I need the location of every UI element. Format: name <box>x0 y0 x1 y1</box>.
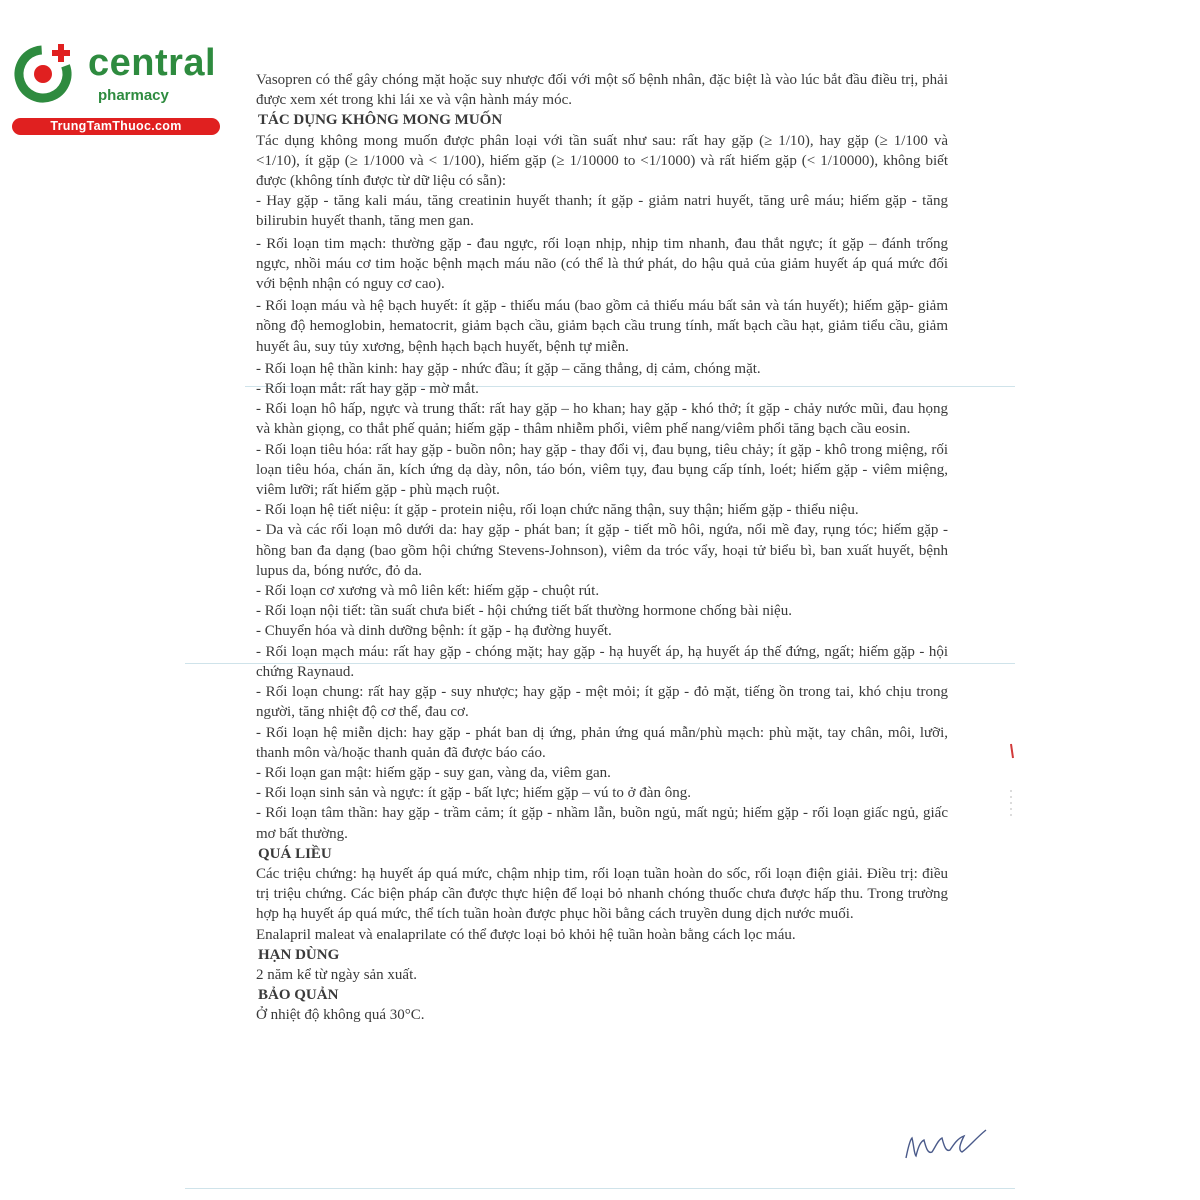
side-effect-item: - Rối loạn chung: rất hay gặp - suy nhược; hay gặp - mệt mỏi; ít gặp - đỏ mặt, tiếng ồn trong tai, khó chịu trong người, tăng nhiệt độ cơ thể, đau cơ. <box>256 684 948 721</box>
side-effect-item: - Rối loạn cơ xương và mô liên kết: hiếm gặp - chuột rút. <box>256 583 600 600</box>
side-effect-item: - Rối loạn hệ miễn dịch: hay gặp - phát ban dị ứng, phản ứng quá mẫn/phù mạch: phù mặt, tay chân, môi, lưỡi, thanh môn và/hoặc thanh quản đã được báo cáo. <box>256 724 948 761</box>
side-effects-intro: Tác dụng không mong muốn được phân loại với tần suất như sau: rất hay gặp (≥ 1/10), hay gặp (≥ 1/100 và <1/10), ít gặp (≥ 1/1000 và < 1/100), hiếm gặp (≥ 1/10000 to <1/1000) và rất hiếm gặp (< 1/10000), không biết được (không tính được từ dữ liệu có sẵn): <box>256 132 948 190</box>
storage-heading: BẢO QUẢN <box>258 987 339 1004</box>
signature-icon <box>902 1118 992 1168</box>
side-effect-item: - Rối loạn hệ tiết niệu: ít gặp - protein niệu, rối loạn chức năng thận, suy thận; hiếm gặp - thiểu niệu. <box>256 502 859 519</box>
brand-site-banner: TrungTamThuoc.com <box>12 118 220 135</box>
brand-name: central <box>88 42 217 84</box>
overdose-paragraph: Enalapril maleat và enalaprilate có thể được loại bỏ khỏi hệ tuần hoàn bằng cách lọc máu. <box>256 926 796 943</box>
side-effect-item: - Rối loạn mạch máu: rất hay gặp - chóng mặt; hay gặp - hạ huyết áp, hạ huyết áp thế đứng, ngất; hiếm gặp - hội chứng Raynaud. <box>256 643 948 680</box>
side-effect-item: - Rối loạn mắt: rất hay gặp - mờ mắt. <box>256 381 479 398</box>
overdose-heading: QUÁ LIỀU <box>258 845 332 862</box>
side-effect-item: - Rối loạn máu và hệ bạch huyết: ít gặp - thiếu máu (bao gồm cả thiếu máu bất sản và tán huyết); hiếm gặp- giảm nồng độ hemoglobin, hematocrit, giảm bạch cầu, giảm bạch cầu trung tính, mất bạch cầu hạt, giảm tiểu cầu, giảm huyết âu, suy tủy xương, bệnh hạch bạch huyết, bệnh tự miễn. <box>256 298 948 355</box>
scan-mark-icon <box>1006 742 1016 762</box>
side-effect-item: - Hay gặp - tăng kali máu, tăng creatinin huyết thanh; ít gặp - giảm natri huyết, tăng urê máu; hiếm gặp - tăng bilirubin huyết thanh, tăng men gan. <box>256 193 948 230</box>
side-effect-item: - Rối loạn gan mật: hiếm gặp - suy gan, vàng da, viêm gan. <box>256 764 611 781</box>
scan-rule <box>185 1188 1015 1189</box>
side-effect-item: - Rối loạn tim mạch: thường gặp - đau ngực, rối loạn nhịp, nhịp tim nhanh, đau thắt ngực; ít gặp – đánh trống ngực, nhồi máu cơ tim hoặc bệnh mạch máu não (có thể là thứ phát, do hậu quả của giảm huyết áp quá mức đối với bệnh nhận có nguy cơ cao). <box>256 235 948 293</box>
shelf-life-heading: HẠN DÙNG <box>258 946 340 963</box>
brand-sub: pharmacy <box>98 87 169 104</box>
pharmacy-cross-logo-icon <box>10 38 80 108</box>
side-effects-heading: TÁC DỤNG KHÔNG MONG MUỐN <box>258 112 503 129</box>
side-effect-item: - Chuyển hóa và dinh dưỡng bệnh: ít gặp - hạ đường huyết. <box>256 623 612 640</box>
side-effect-item: - Rối loạn tâm thần: hay gặp - trầm cảm; ít gặp - nhầm lẫn, buồn ngủ, mất ngủ; hiếm gặp - rối loạn giấc ngủ, giấc mơ bất thường. <box>256 805 948 842</box>
side-effect-item: - Rối loạn sinh sản và ngực: ít gặp - bất lực; hiếm gặp – vú to ở đàn ông. <box>256 785 691 802</box>
scan-mark-icon <box>1008 788 1014 818</box>
storage-text: Ở nhiệt độ không quá 30°C. <box>256 1007 425 1024</box>
side-effect-item: - Rối loạn hô hấp, ngực và trung thất: rất hay gặp – ho khan; hay gặp - khó thở; ít gặp - chảy nước mũi, đau họng và khàn giọng, co thắt phế quản; hiếm gặp - thâm nhiễm phổi, viêm phế nang/viêm phổi tăng bạch cầu eosin. <box>256 401 948 438</box>
side-effect-item: - Rối loạn tiêu hóa: rất hay gặp - buồn nôn; hay gặp - thay đổi vị, đau bụng, tiêu chảy; ít gặp - khô trong miệng, rối loạn tiêu hóa, chán ăn, kích ứng dạ dày, nôn, táo bón, viêm tụy, đau bụng cấp tính, loét; hiếm gặp - viêm miệng, viêm lưỡi; rất hiếm gặp - phù mạch ruột. <box>256 441 948 499</box>
brand-logo[interactable] <box>10 38 220 138</box>
side-effect-item: - Rối loạn hệ thần kinh: hay gặp - nhức đầu; ít gặp – căng thẳng, dị cảm, chóng mặt. <box>256 360 761 377</box>
shelf-life-text: 2 năm kể từ ngày sản xuất. <box>256 966 418 983</box>
side-effect-item: - Da và các rối loạn mô dưới da: hay gặp - phát ban; ít gặp - tiết mồ hôi, ngứa, nổi mề đay, rụng tóc; hiếm gặp - hồng ban đa dạng (bao gồm hội chứng Stevens-Johnson), viêm da tróc vẩy, hoại tử biểu bì, ban xuất huyết, bệnh lupus da, bóng nước, đỏ da. <box>256 522 948 579</box>
document-body <box>256 70 948 1026</box>
side-effect-item: - Rối loạn nội tiết: tần suất chưa biết - hội chứng tiết bất thường hormone chống bài niệu. <box>256 603 792 620</box>
overdose-paragraph: Các triệu chứng: hạ huyết áp quá mức, chậm nhịp tim, rối loạn tuần hoàn do sốc, rối loạn điện giải. Điều trị: điều trị triệu chứng. Các biện pháp cần được thực hiện để loại bỏ nhanh chóng thuốc chưa được hấp thu. Trong trường hợp hạ huyết áp quá mức, thể tích tuần hoàn được phục hồi bằng cách truyền dung dịch nước muối. <box>256 865 948 923</box>
intro-paragraph: Vasopren có thể gây chóng mặt hoặc suy nhược đối với một số bệnh nhân, đặc biệt là vào lúc bắt đầu điều trị, phải được xem xét trong khi lái xe và vận hành máy móc. <box>256 72 948 109</box>
